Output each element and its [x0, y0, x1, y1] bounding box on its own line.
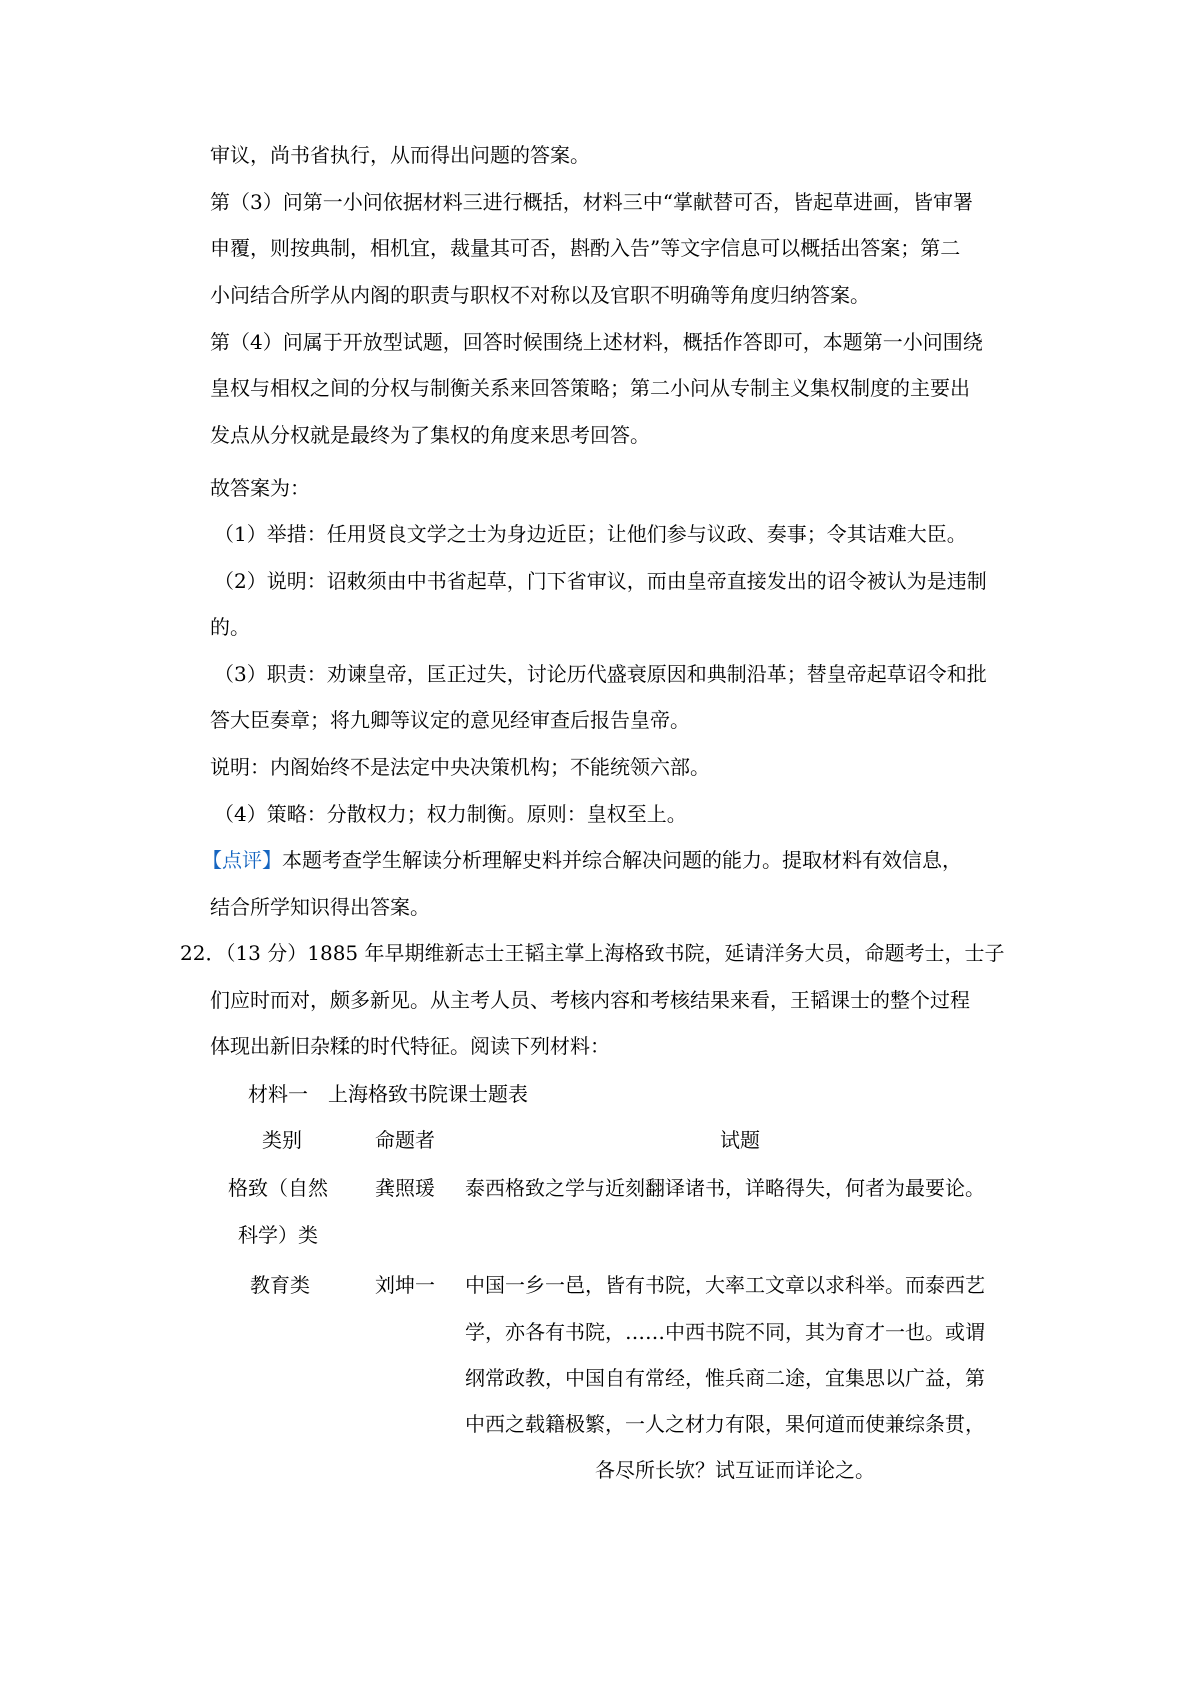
- answer-line: （3）职责：劝谏皇帝，匡正过失，讨论历代盛衰原因和典制沿革；替皇帝起草诏令和批: [214, 662, 987, 686]
- answer-line: （1）举措：任用贤良文学之士为身边近臣；让他们参与议政、奏事；令其诘难大臣。: [214, 522, 967, 546]
- answer-line: （2）说明：诏敕须由中书省起草，门下省审议，而由皇帝直接发出的诏令被认为是违制: [214, 569, 987, 593]
- analysis-line: 小问结合所学从内阁的职责与职权不对称以及官职不明确等角度归纳答案。: [210, 283, 870, 307]
- table-cell-question: 中国一乡一邑，皆有书院，大率工文章以求科举。而泰西艺: [465, 1273, 985, 1297]
- question-line: 体现出新旧杂糅的时代特征。阅读下列材料：: [210, 1034, 610, 1058]
- table-cell-author: 刘坤一: [375, 1273, 435, 1297]
- answer-line: 答大臣奏章；将九卿等议定的意见经审查后报告皇帝。: [210, 708, 690, 732]
- comment-tag: 【点评】: [202, 848, 282, 872]
- analysis-line: 发点从分权就是最终为了集权的角度来思考回答。: [210, 423, 650, 447]
- table-cell-question: 泰西格致之学与近刻翻译诸书，详略得失，何者为最要论。: [465, 1176, 985, 1200]
- table-header-author: 命题者: [375, 1128, 435, 1152]
- table-cell-question: 学，亦各有书院，……中西书院不同，其为育才一也。或谓: [465, 1320, 985, 1344]
- analysis-line: 第（4）问属于开放型试题，回答时候围绕上述材料，概括作答即可，本题第一小问围绕: [210, 330, 983, 354]
- comment-text: 本题考查学生解读分析理解史料并综合解决问题的能力。提取材料有效信息，: [282, 848, 962, 872]
- question-line: 22．（13 分）1885 年早期维新志士王韬主掌上海格致书院，延请洋务大员，命题考士，士子: [180, 941, 1005, 965]
- table-header-category: 类别: [262, 1128, 302, 1152]
- table-cell-question: 各尽所长欤？试互证而详论之。: [595, 1458, 875, 1482]
- table-cell-category: 格致（自然: [228, 1176, 328, 1200]
- answer-line: 说明：内阁始终不是法定中央决策机构；不能统领六部。: [210, 755, 710, 779]
- question-line: 们应时而对，颇多新见。从主考人员、考核内容和考核结果来看，王韬课士的整个过程: [210, 988, 970, 1012]
- comment-line: [202, 846, 962, 874]
- table-cell-question: 纲常政教，中国自有常经，惟兵商二途，宜集思以广益，第: [465, 1366, 985, 1390]
- answer-line: 的。: [210, 615, 250, 639]
- table-header-question: 试题: [720, 1128, 760, 1152]
- analysis-line: 皇权与相权之间的分权与制衡关系来回答策略；第二小问从专制主义集权制度的主要出: [210, 376, 970, 400]
- analysis-line: 第（3）问第一小问依据材料三进行概括，材料三中“掌献替可否，皆起草进画，皆审署: [210, 190, 973, 214]
- table-cell-category: 科学）类: [238, 1223, 318, 1247]
- answer-line: （4）策略：分散权力；权力制衡。原则：皇权至上。: [214, 802, 687, 826]
- comment-line: 结合所学知识得出答案。: [210, 895, 430, 919]
- analysis-line: 申覆，则按典制，相机宜，裁量其可否，斟酌入告”等文字信息可以概括出答案；第二: [210, 236, 961, 260]
- analysis-line: 审议，尚书省执行，从而得出问题的答案。: [210, 143, 590, 167]
- answer-intro: 故答案为：: [210, 476, 310, 500]
- table-cell-author: 龚照瑗: [375, 1176, 435, 1200]
- table-cell-category: 教育类: [250, 1273, 310, 1297]
- table-cell-question: 中西之载籍极繁，一人之材力有限，果何道而使兼综条贯，: [465, 1412, 985, 1436]
- material-title: 材料一 上海格致书院课士题表: [248, 1082, 528, 1106]
